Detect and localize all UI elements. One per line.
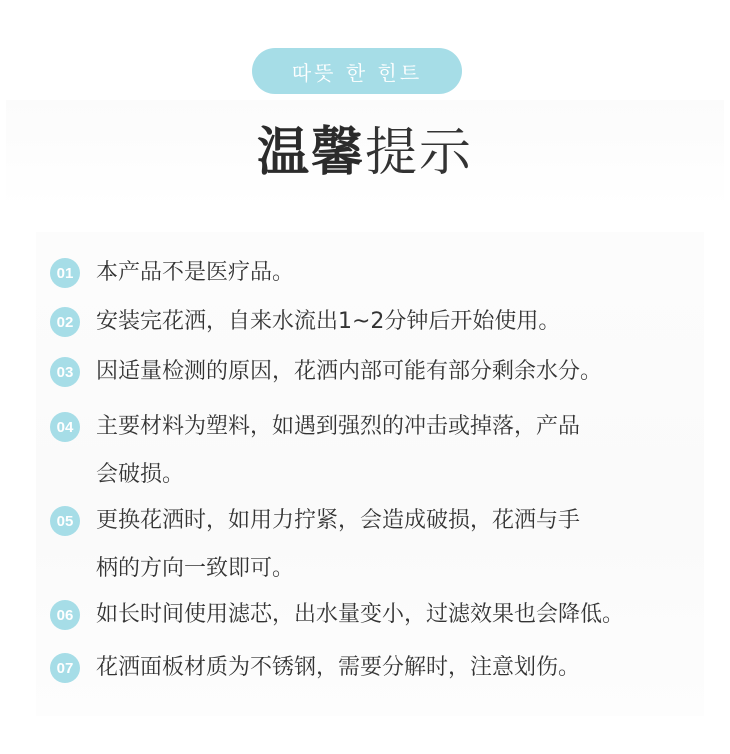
tip-line: 如长时间使用滤芯，出水量变小，过滤效果也会降低。 [96, 602, 625, 627]
tip-line: 柄的方向一致即可。 [96, 556, 295, 581]
page-title-bold: 温馨 [256, 123, 365, 183]
header-pill [252, 48, 462, 94]
header-pill-label: 따뜻 한 힌트 [291, 60, 423, 85]
tip-line: 会破损。 [96, 462, 185, 487]
tip-text [96, 644, 686, 692]
tip-text [96, 298, 686, 346]
tip-line: 花洒面板材质为不锈钢，需要分解时，注意划伤。 [96, 655, 581, 680]
tip-line: 主要材料为塑料，如遇到强烈的冲击或掉落，产品 [96, 414, 581, 439]
tip-number-badge: 02 [50, 307, 80, 337]
tip-number-badge: 07 [50, 653, 80, 683]
tip-number-badge: 03 [50, 357, 80, 387]
tip-text [96, 348, 686, 396]
tip-text [96, 249, 686, 297]
tip-number-badge: 04 [50, 412, 80, 442]
tip-text [96, 591, 686, 639]
page-title-light: 提示 [365, 123, 474, 183]
tip-line: 安装完花洒，自来水流出1~2分钟后开始使用。 [96, 309, 561, 334]
tip-number-badge: 05 [50, 506, 80, 536]
tip-line: 本产品不是医疗品。 [96, 260, 295, 285]
tip-line: 因适量检测的原因，花洒内部可能有部分剩余水分。 [96, 359, 603, 384]
tip-number-badge: 06 [50, 600, 80, 630]
tip-text [96, 403, 686, 499]
tip-line: 更换花洒时，如用力拧紧，会造成破损，花洒与手 [96, 508, 581, 533]
tip-text [96, 497, 686, 593]
tip-number-badge: 01 [50, 258, 80, 288]
page-title [0, 118, 730, 188]
